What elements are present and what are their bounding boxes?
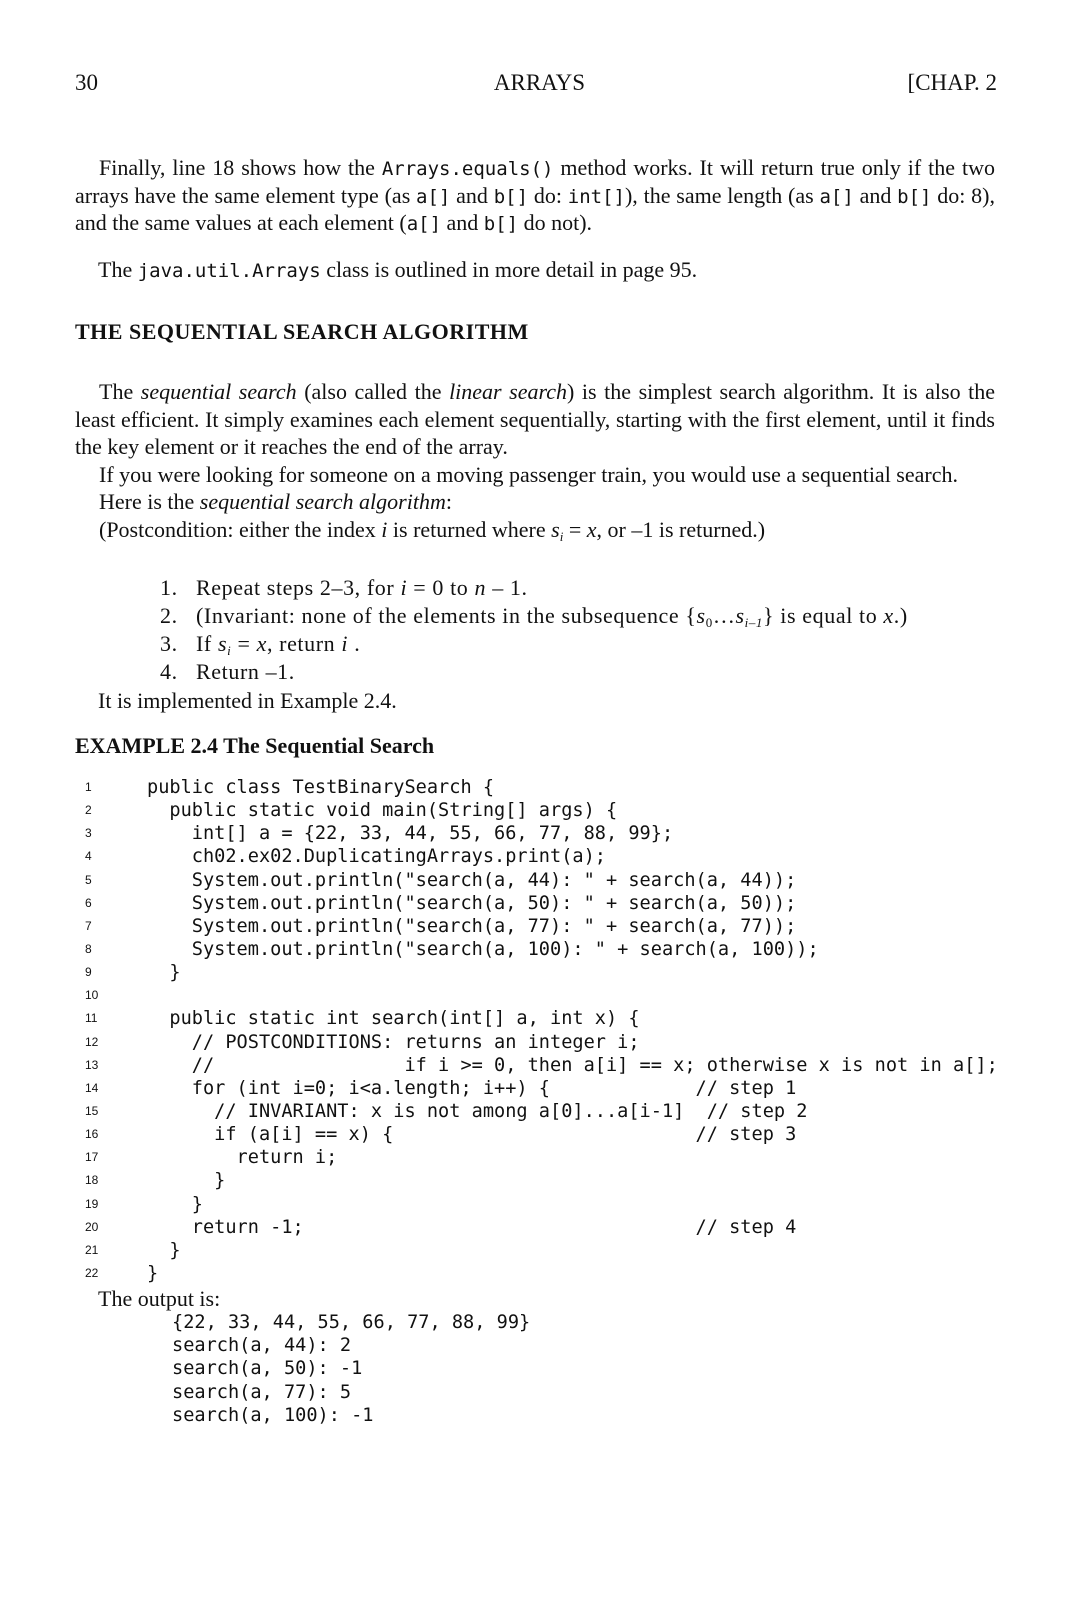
inline-code: b[] <box>493 185 529 208</box>
step-number: 4. <box>160 659 178 684</box>
page-number: 30 <box>75 70 98 95</box>
step-number: 2. <box>160 603 178 628</box>
output-line: search(a, 77): 5 <box>172 1381 352 1403</box>
text: The <box>99 379 141 404</box>
var: x <box>256 631 267 656</box>
line-number: 14 <box>85 1080 99 1095</box>
line-number: 8 <box>85 941 92 956</box>
step-number: 3. <box>160 631 178 656</box>
term: sequential search algorithm <box>199 489 446 514</box>
code-text: System.out.println("search(a, 44): " + search(a, 44)); <box>147 869 797 891</box>
text: ) is the simplest search algorithm. It is also the least efficient. It simply examines each element sequentially, starting with the first element, until it finds the key element or it reaches the end of the array. <box>75 379 996 459</box>
output-line: search(a, 100): -1 <box>172 1404 374 1426</box>
text: do: 8), and the same values at each element ( <box>75 182 996 235</box>
running-title: ARRAYS <box>493 70 586 95</box>
line-number: 6 <box>85 895 92 910</box>
code-text: return i; <box>147 1147 338 1169</box>
text: and <box>450 182 494 208</box>
code-text: } <box>147 1170 226 1192</box>
text: (also called the <box>296 379 450 404</box>
line-number: 1 <box>85 780 92 794</box>
line-number: 17 <box>85 1150 99 1165</box>
line-number: 18 <box>85 1173 99 1188</box>
text: – 1. <box>486 575 528 600</box>
example-title: EXAMPLE 2.4 The Sequential Search <box>75 733 435 758</box>
algorithm-step <box>160 659 295 685</box>
text: If <box>196 631 218 656</box>
code-text: } <box>147 1239 181 1261</box>
var: s <box>696 603 706 628</box>
code-text: return -1; // step 4 <box>147 1216 797 1238</box>
algorithm-step <box>160 603 908 629</box>
code-text: // POSTCONDITIONS: returns an integer i; <box>147 1031 640 1053</box>
line-number: 16 <box>85 1127 99 1142</box>
text: Here is the <box>99 489 200 514</box>
code-text: if (a[i] == x) { // step 3 <box>147 1124 797 1146</box>
train-analogy: If you were looking for someone on a moving passenger train, you would use a sequential search. <box>99 461 958 487</box>
output-line: {22, 33, 44, 55, 66, 77, 88, 99} <box>172 1312 531 1333</box>
line-number: 10 <box>85 988 99 1003</box>
line-number: 15 <box>85 1103 99 1118</box>
subscript: i <box>559 528 564 544</box>
code-text: } <box>147 1193 203 1215</box>
text: (Postcondition: either the index <box>99 516 382 542</box>
var: s <box>735 603 745 628</box>
line-number: 5 <box>85 872 92 887</box>
code-text: // if i >= 0, then a[i] == x; otherwise x is not in a[]; <box>147 1054 998 1076</box>
text: The <box>98 257 138 282</box>
text: do: <box>528 182 568 208</box>
term: linear search <box>449 379 568 404</box>
program-output <box>172 1311 530 1427</box>
line-number: 12 <box>85 1034 99 1049</box>
output-line: search(a, 44): 2 <box>172 1335 352 1357</box>
var: x <box>883 603 894 628</box>
term: sequential search <box>140 379 297 404</box>
text: = <box>563 516 587 542</box>
code-text: } <box>147 962 181 984</box>
code-text: public static void main(String[] args) { <box>147 800 618 822</box>
subscript: i <box>227 643 232 658</box>
text: do not). <box>518 210 593 235</box>
body-paragraph <box>75 378 995 543</box>
text: … <box>712 603 736 628</box>
line-number: 2 <box>85 803 92 818</box>
text: (Invariant: none of the elements in the subsequence { <box>196 603 697 628</box>
var: i <box>341 631 349 656</box>
line-number: 21 <box>85 1242 99 1257</box>
algorithm-step <box>160 631 360 657</box>
text: Finally, line 18 shows how the <box>99 155 382 180</box>
code-text: int[] a = {22, 33, 44, 55, 66, 77, 88, 99}; <box>147 823 674 845</box>
inline-code: b[] <box>483 213 519 235</box>
code-text: // INVARIANT: x is not among a[0]...a[i-1] // step 2 <box>147 1100 808 1122</box>
line-number: 7 <box>85 918 92 933</box>
text: = <box>231 631 257 656</box>
arrays-class-note <box>98 257 697 283</box>
var: i <box>400 575 408 600</box>
text: ), the same length (as <box>624 182 820 208</box>
var: n <box>474 575 487 600</box>
text: , return <box>266 631 342 656</box>
code-text: System.out.println("search(a, 50): " + search(a, 50)); <box>147 892 797 914</box>
text: .) <box>893 603 908 628</box>
var: x <box>586 516 597 542</box>
text: method works. It will return true only if the two arrays have the same element type (as <box>75 155 995 208</box>
line-number: 20 <box>85 1219 99 1234</box>
inline-code: a[] <box>406 213 442 235</box>
output-line: search(a, 50): -1 <box>172 1358 363 1380</box>
code-text: } <box>147 1262 159 1284</box>
inline-code: Arrays.equals() <box>381 158 554 180</box>
line-number: 3 <box>85 826 92 841</box>
text: . <box>348 631 361 656</box>
inline-code: java.util.Arrays <box>137 260 321 282</box>
text: = 0 to <box>407 575 475 600</box>
section-heading: THE SEQUENTIAL SEARCH ALGORITHM <box>75 319 529 344</box>
code-text: public class TestBinarySearch { <box>147 777 495 798</box>
text: : <box>445 489 452 514</box>
text: is returned where <box>387 516 552 542</box>
text: class is outlined in more detail in page 95. <box>320 257 698 282</box>
intro-paragraph <box>75 155 995 238</box>
output-label: The output is: <box>98 1286 221 1311</box>
inline-code: a[] <box>416 185 451 208</box>
var: i <box>381 516 388 542</box>
text: and <box>853 182 898 208</box>
code-text: for (int i=0; i<a.length; i++) { // step 1 <box>147 1077 797 1099</box>
line-number: 19 <box>85 1196 99 1211</box>
step-number: 1. <box>160 575 178 600</box>
text: } is equal to <box>763 603 884 628</box>
var: s <box>551 516 560 542</box>
inline-code: a[] <box>819 185 854 208</box>
line-number: 4 <box>85 849 92 864</box>
subscript: 0 <box>705 615 713 630</box>
code-text: public static int search(int[] a, int x) { <box>147 1008 640 1030</box>
line-number: 13 <box>85 1057 99 1072</box>
implementation-note: It is implemented in Example 2.4. <box>98 688 397 713</box>
line-number: 11 <box>85 1011 98 1026</box>
line-number: 22 <box>85 1265 99 1280</box>
subscript: i–1 <box>744 615 764 630</box>
line-number: 9 <box>85 965 92 980</box>
algorithm-step <box>160 575 528 601</box>
inline-code: b[] <box>897 185 932 208</box>
chapter-label: [CHAP. 2 <box>907 70 997 95</box>
code-text: System.out.println("search(a, 77): " + search(a, 77)); <box>147 915 797 937</box>
text: and <box>441 210 484 235</box>
inline-code: int[] <box>567 185 625 208</box>
text: Repeat steps 2–3, for <box>196 575 401 600</box>
code-text: System.out.println("search(a, 100): " + search(a, 100)); <box>147 938 819 960</box>
text: Return –1. <box>196 659 295 684</box>
code-text: ch02.ex02.DuplicatingArrays.print(a); <box>147 846 606 868</box>
text: , or –1 is returned.) <box>596 516 766 542</box>
var: s <box>217 631 228 656</box>
